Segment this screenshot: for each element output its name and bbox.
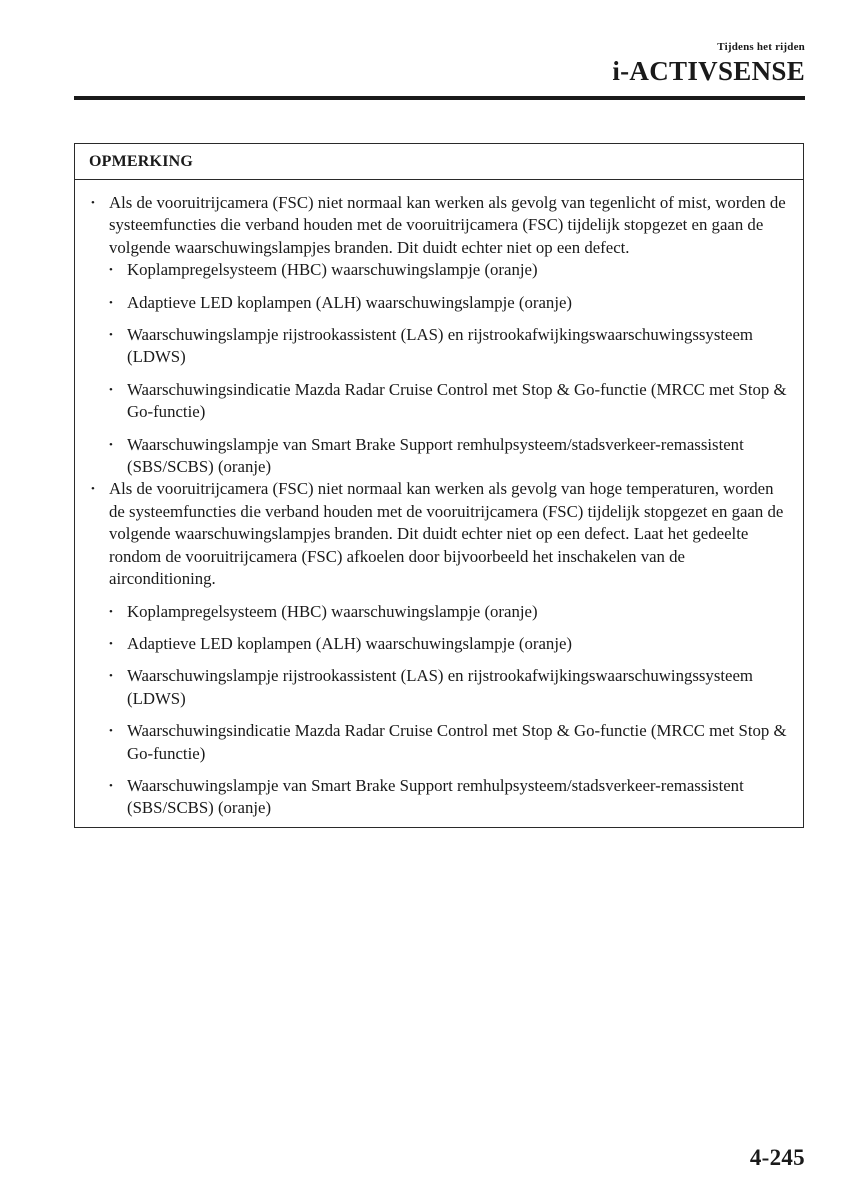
chapter-title: i-ACTIVSENSE xyxy=(612,56,805,86)
page-number: 4-245 xyxy=(749,1145,805,1170)
note-point: • Als de vooruitrijcamera (FSC) niet normaal kan werken als gevolg van tegenlicht of mist, worden de systeemfuncties die verband houden met de vooruitrijcamera (FSC) tijdelijk stopgezet en gaan de volgende waarschuwingslampjes branden. Dit duidt echter niet op een defect. xyxy=(89,192,793,259)
note-body xyxy=(75,180,803,820)
list-item: • Waarschuwingslampje van Smart Brake Support remhulpsysteem/stadsverkeer-remassistent (SBS/SCBS) (oranje) xyxy=(89,775,793,820)
list-item: • Koplampregelsysteem (HBC) waarschuwingslampje (oranje) xyxy=(89,601,793,623)
list-item: • Adaptieve LED koplampen (ALH) waarschuwingslampje (oranje) xyxy=(89,633,793,655)
list-item: • Koplampregelsysteem (HBC) waarschuwingslampje (oranje) xyxy=(89,259,793,281)
warning-light-list xyxy=(89,259,793,478)
list-item: • Waarschuwingslampje rijstrookassistent (LAS) en rijstrookafwijkingswaarschuwingssysteem (LDWS) xyxy=(89,665,793,710)
warning-light-list xyxy=(89,601,793,820)
note-point: • Als de vooruitrijcamera (FSC) niet normaal kan werken als gevolg van hoge temperaturen, worden de systeemfuncties die verband houden met de vooruitrijcamera (FSC) tijdelijk stopgezet en gaan de volgende waarschuwingslampjes branden. Dit duidt echter niet op een defect. Laat het gedeelte rondom de vooruitrijcamera (FSC) afkoelen door bijvoorbeeld het inschakelen van de airconditioning. xyxy=(89,478,793,590)
note-box xyxy=(74,143,804,828)
note-title: OPMERKING xyxy=(75,144,803,180)
list-item: • Waarschuwingsindicatie Mazda Radar Cruise Control met Stop & Go-functie (MRCC met Stop & Go-functie) xyxy=(89,379,793,424)
list-item: • Waarschuwingsindicatie Mazda Radar Cruise Control met Stop & Go-functie (MRCC met Stop & Go-functie) xyxy=(89,720,793,765)
list-item: • Waarschuwingslampje rijstrookassistent (LAS) en rijstrookafwijkingswaarschuwingssysteem (LDWS) xyxy=(89,324,793,369)
list-item: • Waarschuwingslampje van Smart Brake Support remhulpsysteem/stadsverkeer-remassistent (SBS/SCBS) (oranje) xyxy=(89,434,793,479)
section-title: Tijdens het rijden xyxy=(717,41,805,53)
page-header xyxy=(612,40,805,86)
list-item: • Adaptieve LED koplampen (ALH) waarschuwingslampje (oranje) xyxy=(89,292,793,314)
header-divider xyxy=(74,96,805,100)
